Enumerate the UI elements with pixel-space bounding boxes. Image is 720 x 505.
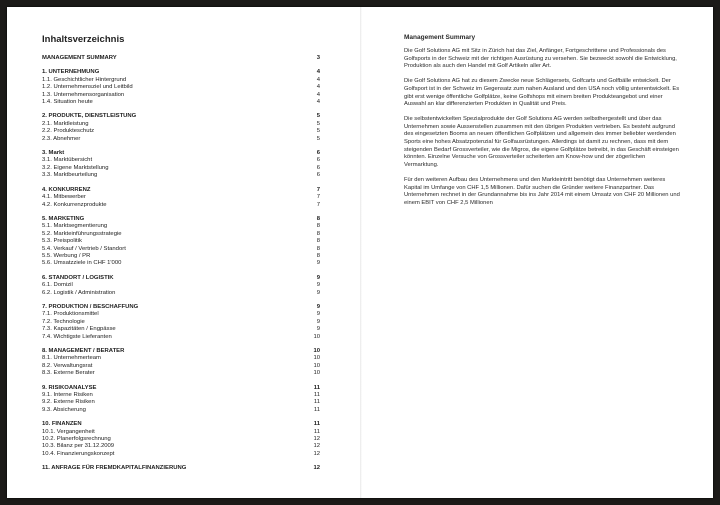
toc-entry-label: 1.2. Unternehmensziel und Leitbild [42,84,133,91]
toc-entry-label: 4. KONKURRENZ [42,186,91,193]
toc-entry-label: 8.2. Verwaltungsrat [42,362,93,369]
toc-section [42,69,320,106]
toc-entry [42,282,320,289]
toc-page-number: 9 [316,311,320,318]
toc-page-number: 9 [316,274,320,281]
toc-page-number: 8 [316,230,320,237]
toc-page-number: 4 [316,69,320,76]
toc-entry [42,253,320,260]
toc-page-number: 9 [316,318,320,325]
table-of-contents [42,34,320,480]
toc-entry [42,399,320,406]
toc-section-heading [42,421,320,428]
toc-section [42,187,320,209]
toc-entry [42,202,320,209]
toc-page-number: 8 [316,238,320,245]
toc-section [42,348,320,378]
toc-entry [42,436,320,443]
toc-entry-label: 3. Markt [42,150,65,157]
toc-page-number: 10 [313,370,320,377]
toc-entry-label: 10.1. Vergangenheit [42,428,95,435]
toc-entry [42,128,320,135]
toc-entry [42,319,320,326]
toc-entry-label: 6. STANDORT / LOGISTIK [42,274,114,281]
toc-page-number: 4 [316,99,320,106]
toc-page-number: 3 [316,55,320,61]
toc-section [42,465,320,472]
toc-page-number: 4 [316,84,320,91]
toc-page-number: 7 [316,194,320,201]
toc-entry-label: 7.4. Wichtigste Lieferanten [42,333,112,340]
toc-entry [42,238,320,245]
toc-entry [42,363,320,370]
toc-entry-label: 5.3. Preispolitik [42,238,82,245]
toc-entry-label: 6.2. Logistik / Administration [42,289,116,296]
toc-entry-label: 3.3. Marktbeurteilung [42,172,98,179]
toc-entry-label: 9. RISIKOANALYSE [42,384,97,391]
toc-entry-label: 3.2. Eigene Marktstellung [42,164,109,171]
toc-section [42,113,320,143]
toc-section [42,385,320,415]
toc-entry [42,223,320,230]
toc-entry-label: 2.1. Marktleistung [42,120,89,127]
toc-page-number: 11 [313,421,320,428]
toc-entry-label: 2.3. Abnehmer [42,135,81,142]
toc-page-number: 6 [316,150,320,157]
toc-page-number: 4 [316,76,320,83]
toc-entry-label: 1.4. Situation heute [42,99,93,106]
toc-page-number: 8 [316,252,320,259]
toc-page-number: 10 [313,355,320,362]
toc-section-heading [42,465,320,472]
toc-page-number: 8 [316,245,320,252]
toc-section-heading [42,348,320,355]
toc-section [42,275,320,297]
toc-entry [42,246,320,253]
toc-section-heading [42,304,320,311]
summary-paragraph: Die Golf Solutions AG mit Sitz in Zürich hat das Ziel, Anfänger, Fortgeschrittene und Professionals des Golfsports in der Schweiz mit der richtigen Ausrüstung zu versehen. Sie bezweckt sowohl die Entwicklung, Produktion als auch den Handel mit Golf Artikeln aller Art. [404,48,677,70]
toc-page-number: 9 [316,303,320,310]
toc-page-number: 6 [316,157,320,164]
toc-entry-label: 5.4. Verkauf / Vertrieb / Standort [42,245,126,252]
toc-entry [42,84,320,91]
toc-entry [42,231,320,238]
toc-page-number: 5 [316,135,320,142]
toc-entry [42,92,320,99]
toc-entry [42,157,320,164]
toc-page-number: 12 [313,450,320,457]
toc-section-heading [42,113,320,120]
toc-section [42,216,320,268]
toc-entry [42,370,320,377]
toc-entry-label: 7.1. Produktionsmittel [42,311,99,318]
toc-title: Inhaltsverzeichnis [42,34,125,45]
toc-entry-label: 5.2. Markteinführungsstrategie [42,230,122,237]
toc-entry-label: 2.2. Produkteschutz [42,128,95,135]
toc-page-number: 12 [313,436,320,443]
toc-entry-label: 2. PRODUKTE, DIENSTLEISTUNG [42,113,137,120]
toc-entry [42,99,320,106]
toc-entry-label: 10.2. Planerfolgsrechnung [42,436,111,443]
toc-entry-label: 8. MANAGEMENT / BERATER [42,348,125,354]
toc-page-number: 7 [316,201,320,208]
toc-entry-label: 11. ANFRAGE FÜR FREMDKAPITALFINANZIERUNG [42,465,187,472]
toc-entry [42,334,320,341]
toc-entry-label: 4.2. Konkurrenzprodukte [42,201,107,208]
toc-page-number: 12 [313,465,320,472]
toc-page-number: 11 [313,406,320,413]
toc-section [42,421,320,458]
summary-paragraph: Die Golf Solutions AG hat zu diesem Zwecke neue Schlägersets, Golfcarts und Golfbälle entwickelt. Der Golfsport ist in der Schweiz im Gegensatz zum nahen Ausland und den USA noch völlig unterentwickelt. Es gibt erst wenige öffentliche Golfplätze, keine Golfshops mit einem breiten Produkteangebot und einer Auswahl an klar differenzierten Produkten in Qualität und Preis. [404,78,680,108]
toc-entry-label: 8.1. Unternehmerteam [42,355,101,362]
toc-section-heading [42,55,320,62]
summary-paragraph: Für den weiteren Aufbau des Unternehmens und den Markteintritt benötigt das Unternehmen weiteres Kapital im Umfange von CHF 1,5 Millionen. Dafür suchen die Gründer weitere Finanzpartner. Das Unternehmen rechnet in der Grundannahme bis ins Jahr 2014 mit einem Umsatz von CHF 20 Millionen und einem EBIT von CHF 2,5 Millionen [404,176,680,206]
toc-entry [42,165,320,172]
management-summary-page [404,34,680,215]
toc-entry [42,172,320,179]
toc-page-number: 11 [313,428,320,435]
toc-entry-label: 6.1. Domizil [42,282,73,289]
toc-section-heading [42,275,320,282]
toc-page-number: 11 [313,384,320,391]
toc-entry-label: 7.2. Technologie [42,318,85,325]
toc-entry-label: 5. MARKETING [42,215,85,222]
toc-page-number: 9 [316,326,320,333]
toc-entry-label: 1. UNTERNEHMUNG [42,69,100,76]
toc-entry-label: 4.1. Mitbewerber [42,194,86,201]
page-fold [360,7,362,498]
toc-entry-label: 1.1. Geschichtlicher Hintergrund [42,76,127,83]
toc-section-heading [42,150,320,157]
toc-entry [42,407,320,414]
toc-entry-label: 10.3. Bilanz per 31.12.2009 [42,443,115,450]
toc-entry [42,290,320,297]
toc-page-number: 8 [316,215,320,222]
toc-page-number: 9 [316,282,320,289]
toc-page-number: 5 [316,120,320,127]
toc-entry [42,311,320,318]
toc-page-number: 6 [316,172,320,179]
toc-entry [42,443,320,450]
toc-page-number: 10 [313,348,320,354]
toc-body [42,55,320,473]
toc-section-heading [42,216,320,223]
toc-entry-label: 1.3. Unternehmensorganisation [42,91,125,98]
toc-entry [42,326,320,333]
toc-entry-label: 9.2. Externe Risiken [42,399,95,406]
toc-page-number: 12 [313,443,320,450]
toc-page-number: 4 [316,91,320,98]
toc-page-number: 7 [316,186,320,193]
toc-page-number: 8 [316,223,320,230]
toc-page-number: 5 [316,113,320,120]
toc-entry [42,136,320,143]
toc-entry-label: 5.1. Marktsegmentierung [42,223,108,230]
toc-entry-label: 8.3. Externe Berater [42,370,95,377]
toc-page-number: 5 [316,128,320,135]
summary-title: Management Summary [404,34,476,41]
toc-entry [42,429,320,436]
toc-entry [42,451,320,458]
toc-page-number: 11 [313,399,320,406]
toc-section-heading [42,187,320,194]
toc-page-number: 10 [313,333,320,340]
toc-entry-label: 5.6. Umsatzziele in CHF 1'000 [42,260,122,267]
toc-entry-label: 10. FINANZEN [42,421,82,428]
toc-entry [42,355,320,362]
toc-entry [42,121,320,128]
toc-entry-label: 10.4. Finanzierungskonzept [42,450,115,457]
summary-paragraph: Die selbstentwickelten Spezialprodukte der Golf Solutions AG werden selbsthergestellt und über das Unternehmen sowie Aussenstellen zusammen mit den übrigen Produkten vertrieben. Es besteht aufgrund des eingesetzten Booms an neuen öffentlichen Golfplätzen und allgemein des immer beliebter werdenden Sports eine hohes Absatzpotenzial für Golfausrüstungen. Allerdings ist damit zu rechnen, dass mit dem steigenden Bedarf Grossverteiler, wie die Migros, die eigene Golfplätze betreibt, in das Geschäft einsteigen könnten. Einzelne Versuche von Grossverteiler scheiterten am Know-how und der zögerlichen Vermarktung. [404,115,679,169]
toc-section-heading [42,385,320,392]
toc-entry-label: 9.3. Absicherung [42,406,86,413]
toc-page-number: 9 [316,260,320,267]
toc-entry [42,77,320,84]
toc-page-number: 10 [313,362,320,369]
toc-section [42,150,320,180]
toc-page-number: 11 [313,392,320,399]
toc-entry [42,194,320,201]
toc-entry-label: 3.1. Marktübersicht [42,157,93,164]
toc-entry-label: 7.3. Kapazitäten / Engpässe [42,326,116,333]
toc-section-heading [42,69,320,76]
toc-entry-label: 5.5. Werbung / PR [42,252,91,259]
toc-page-number: 6 [316,164,320,171]
toc-page-number: 9 [316,289,320,296]
toc-entry [42,392,320,399]
toc-entry-label: 9.1. Interne Risiken [42,392,93,399]
toc-entry-label: 7. PRODUKTION / BESCHAFFUNG [42,303,139,310]
toc-section [42,304,320,341]
toc-entry [42,260,320,267]
toc-entry-label: MANAGEMENT SUMMARY [42,55,117,61]
toc-section [42,55,320,62]
